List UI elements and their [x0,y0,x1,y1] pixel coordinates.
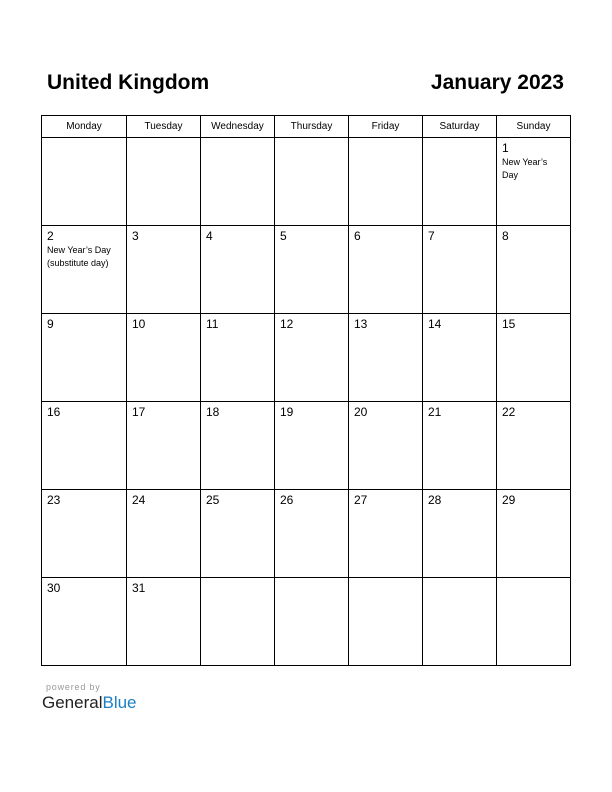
day-cell [349,226,423,314]
calendar-title-month: January 2023 [430,71,564,94]
day-number: 4 [206,229,213,243]
holiday-label: New Year’s Day (substitute day) [47,245,111,268]
day-cell [349,138,423,226]
day-number: 28 [428,493,442,507]
day-cell [201,138,275,226]
day-number: 23 [47,493,61,507]
day-cell [201,578,275,666]
calendar-title-country: United Kingdom [47,71,210,94]
day-cell [201,490,275,578]
day-number: 24 [132,493,146,507]
day-cell [127,578,201,666]
day-cell [275,490,349,578]
day-cell [42,138,127,226]
day-cell [42,226,127,314]
day-cell [42,490,127,578]
day-cell [497,578,571,666]
day-cell [497,402,571,490]
day-cell [349,490,423,578]
day-cell [423,490,497,578]
holiday-label: New Year’s Day [502,157,548,180]
day-number: 6 [354,229,361,243]
day-number: 12 [280,317,294,331]
weekday-header: Tuesday [127,116,201,138]
day-cell [127,138,201,226]
weekday-header: Friday [349,116,423,138]
day-cell [201,314,275,402]
day-number: 17 [132,405,146,419]
week-row [42,402,571,490]
week-row [42,314,571,402]
day-number: 26 [280,493,294,507]
day-number: 31 [132,581,146,595]
brand-blue: Blue [102,693,137,712]
weekday-header: Monday [42,116,127,138]
day-cell [127,490,201,578]
day-number: 8 [502,229,509,243]
day-cell [127,402,201,490]
day-number: 14 [428,317,442,331]
day-number: 2 [47,229,54,243]
day-number: 10 [132,317,146,331]
day-number: 11 [206,317,219,331]
day-number: 21 [428,405,442,419]
day-number: 22 [502,405,516,419]
day-number: 27 [354,493,368,507]
day-number: 9 [47,317,54,331]
calendar-grid [41,115,571,666]
week-row [42,226,571,314]
day-number: 7 [428,229,435,243]
day-cell [201,402,275,490]
day-cell [349,578,423,666]
day-cell [127,314,201,402]
day-number: 16 [47,405,61,419]
weekday-header: Sunday [497,116,571,138]
week-row [42,578,571,666]
day-cell [423,226,497,314]
day-number: 19 [280,405,294,419]
day-cell [201,226,275,314]
day-cell [423,314,497,402]
day-number: 30 [47,581,61,595]
brand-general: General [42,693,103,712]
day-cell [349,402,423,490]
day-cell [497,314,571,402]
day-cell [275,314,349,402]
day-cell [275,138,349,226]
day-cell [423,138,497,226]
day-number: 5 [280,229,287,243]
day-number: 3 [132,229,139,243]
day-cell [423,578,497,666]
day-cell [423,402,497,490]
day-number: 1 [502,141,509,155]
weekday-header: Saturday [423,116,497,138]
week-row [42,490,571,578]
day-cell [42,314,127,402]
weekday-header-row [42,116,571,138]
day-cell [275,402,349,490]
week-row [42,138,571,226]
day-number: 13 [354,317,368,331]
day-cell [275,578,349,666]
day-cell [497,490,571,578]
day-number: 15 [502,317,516,331]
weekday-header: Wednesday [201,116,275,138]
day-number: 25 [206,493,220,507]
weekday-header: Thursday [275,116,349,138]
day-cell [349,314,423,402]
day-number: 20 [354,405,368,419]
day-cell [497,226,571,314]
day-cell [275,226,349,314]
powered-by-label: powered by [46,682,101,692]
day-cell [127,226,201,314]
day-cell [497,138,571,226]
generalblue-logo[interactable] [42,693,137,713]
day-number: 29 [502,493,516,507]
day-cell [42,578,127,666]
day-cell [42,402,127,490]
day-number: 18 [206,405,220,419]
